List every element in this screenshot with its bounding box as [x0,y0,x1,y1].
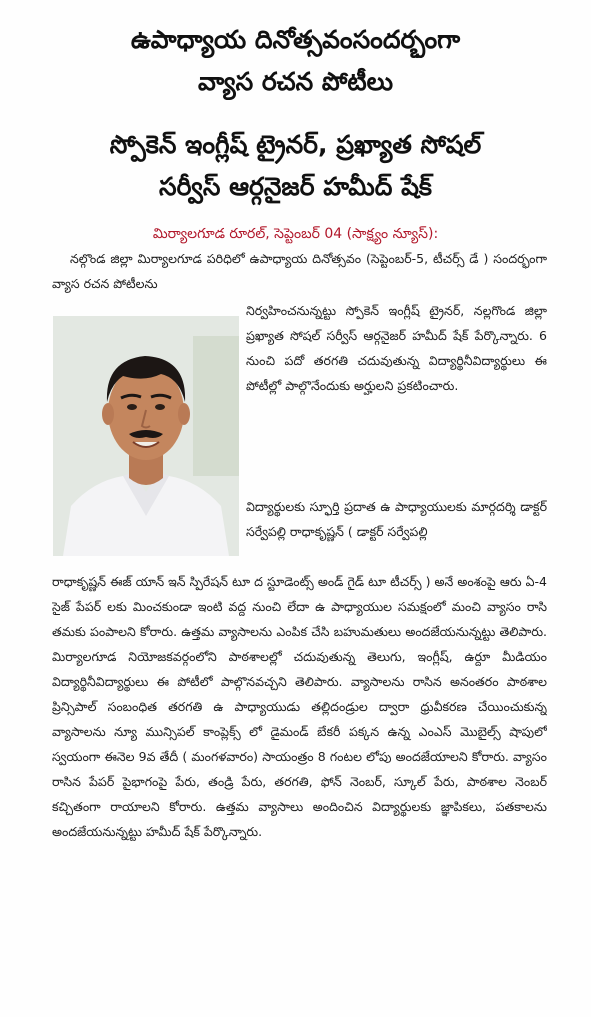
article-paragraph-intro: నల్గొండ జిల్లా మిర్యాలగూడ పరిధిలో ఉపాధ్యాయ దినోత్సవం (సెప్టెంబర్-5, టీచర్స్ డే ) సందర్భంగా వ్యాస రచన పోటీలను [52,251,547,291]
article-paragraph-main: రాధాకృష్ణన్ ఈజ్ యాన్ ఇన్ స్పిరేషన్ టూ ద స్టూడెంట్స్ అండ్ గైడ్ టూ టీచర్స్ ) అనే అంశంపై ఆరు ఏ-4 సైజ్ పేపర్ లకు మించకుండా ఇంటి వద్ద నుంచి లేదా ఉ పాధ్యాయుల సమక్షంలో మంచి వ్యాసం రాసి తమకు పంపాలని కోరారు. ఉత్తమ వ్యాసాలను ఎంపిక చేసి బహుమతులు అందజేయనున్నట్టు తెలిపారు. మిర్యాలగూడ నియోజకవర్గంలోని పాఠశాలల్లో చదువుతున్న తెలుగు, ఇంగ్లీష్, ఉర్దూ మీడియం విద్యార్థినీవిద్యార్థులు ఈ పోటీలో పాల్గొనవచ్చని తెలిపారు. వ్యాసాలను రాసిన అనంతరం పాఠశాల ప్రిన్సిపాల్ సంబంధిత తరగతి ఉ పాధ్యాయుడు తల్లిదండ్రుల ద్వారా ధ్రువీకరణ చేయించుకున్న వ్యాసాలను న్యూ మున్సిపల్ కాంప్లెక్స్ లో డైమండ్ బేకరీ పక్కన ఉన్న ఎంఎస్ మొబైల్స్ షాపులో స్వయంగా ఈనెల 9వ తేదీ ( మంగళవారం) సాయంత్రం 8 గంటల లోపు అందజేయాలని కోరారు. వ్యాసం రాసిన పేపర్ పైభాగంపై పేరు, తండ్రి పేరు, తరగతి, ఫోన్ నెంబర్, స్కూల్ పేరు, పాఠశాల నెంబర్ కచ్చితంగా రాయాలని కోరారు. ఉత్తమ వ్యాసాలు అందించిన విద్యార్థులకు జ్ఞాపికలు, పతకాలను అందజేయనున్నట్టు హమీద్ షేక్ పేర్కొన్నారు. [52,574,547,839]
person-photo [53,316,239,556]
subheadline-line-2: సర్వీస్ ఆర్గనైజర్ హమీద్ షేక్ [159,172,432,201]
article-paragraph-side-2: విద్యార్థులకు స్ఫూర్తి ప్రదాత ఉ పాధ్యాయులకు మార్గదర్శి డాక్టర్ సర్వేపల్లి రాధాకృష్ణన్ ( డాక్టర్ సర్వేపల్లి [246,499,547,539]
dateline: మిర్యాలగూడ రూరల్, సెప్టెంబర్ 04 (సాక్ష్యం న్యూస్): [152,226,439,242]
article-paragraph-side: నిర్వహించనున్నట్టు స్పోకెన్ ఇంగ్లీష్ ట్రైనర్, నల్లగొండ జిల్లా ప్రఖ్యాత సోషల్ సర్వీస్ ఆర్గనైజర్ హమీద్ షేక్ పేర్కొన్నారు. 6 నుంచి పదో తరగతి చదువుతున్న విద్యార్థినీవిద్యార్థులు ఈ పోటీల్లో పాల్గొనేందుకు అర్హులని ప్రకటించారు. [246,303,547,393]
subheadline-line-1: స్పోకెన్ ఇంగ్లీష్ ట్రైనర్, ప్రఖ్యాత సోషల్ [109,130,482,159]
headline-line-2: వ్యాస రచన పోటీలు [197,67,394,96]
headline-line-1: ఉపాధ్యాయ దినోత్సవంసందర్భంగా [130,25,461,54]
portrait-illustration [53,316,239,556]
